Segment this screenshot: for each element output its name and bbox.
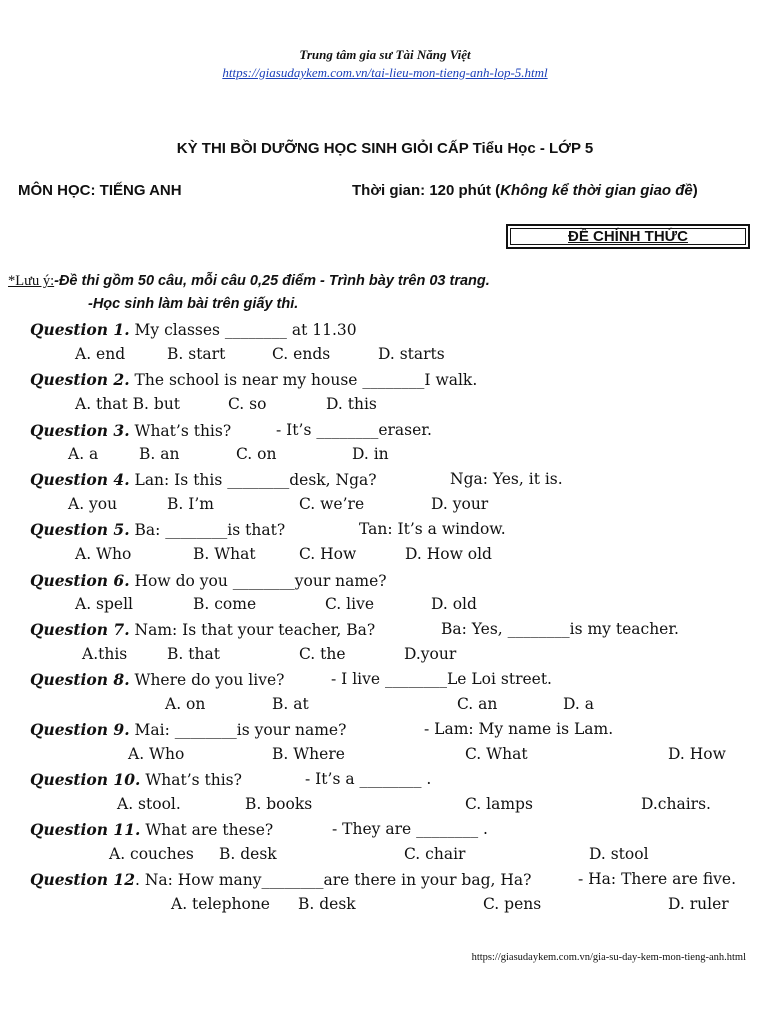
option-3a: A. a [68,445,99,463]
option-10d: D.chairs. [641,795,711,813]
option-5d: D. How old [405,545,492,563]
question-label: Question 7. [30,620,130,639]
question-text: What’s this? [140,771,242,789]
option-4d: D. your [431,495,489,513]
question-label: Question 1. [30,320,130,339]
question-text: What are these? [140,821,274,839]
option-7d: D.your [404,645,457,663]
question-label: Question 10. [30,770,141,789]
option-8d: D. a [563,695,594,713]
question-text: Nam: Is that your teacher, Ba? [129,621,376,639]
question-10 [30,770,242,789]
question-1 [30,320,357,339]
note-line-2: -Học sinh làm bài trên giấy thi. [88,296,299,312]
question-12 [30,870,531,889]
option-4c: C. we’re [299,495,365,513]
question-5-answer: Tan: It’s a window. [359,520,506,538]
option-11c: C. chair [404,845,466,863]
option-8a: A. on [165,695,206,713]
question-text: How do you ________your name? [129,572,387,590]
option-3b: B. an [139,445,180,463]
exam-subject: MÔN HỌC: TIẾNG ANH [18,182,182,199]
option-2ab: A. that B. but [75,395,181,413]
option-7c: C. the [299,645,346,663]
header-center-name: Trung tâm gia sư Tài Năng Việt [299,47,471,62]
option-10a: A. stool. [117,795,181,813]
question-text: Where do you live? [129,671,285,689]
question-4 [30,470,377,489]
question-4-answer: Nga: Yes, it is. [450,470,563,488]
option-6c: C. live [325,595,375,613]
option-7b: B. that [167,645,220,663]
question-label: Question 6. [30,571,130,590]
option-12c: C. pens [483,895,542,913]
question-label: Question 8. [30,670,130,689]
question-label: Question 9. [30,720,130,739]
exam-time-note: Không kể thời gian giao đề [500,182,693,199]
question-11-answer: - They are ________ . [332,820,488,838]
question-text: What’s this? [129,422,232,440]
exam-time-label: Thời gian: 120 phút ( [352,182,501,199]
option-6b: B. come [193,595,257,613]
option-3c: C. on [236,445,277,463]
option-5b: B. What [193,545,256,563]
question-3 [30,421,231,440]
option-10c: C. lamps [465,795,533,813]
exam-time [352,182,698,199]
note-prefix: *Lưu ý: [8,273,55,289]
question-text: Lan: Is this ________desk, Nga? [129,471,377,489]
question-label: Question 11. [30,820,141,839]
question-5 [30,520,285,539]
option-8b: B. at [272,695,309,713]
option-9a: A. Who [128,745,185,763]
official-stamp-box [506,224,750,249]
option-12d: D. ruler [668,895,729,913]
question-12-answer: - Ha: There are five. [578,870,737,888]
option-9c: C. What [465,745,528,763]
option-11a: A. couches [109,845,194,863]
note-line-1 [8,273,490,290]
option-12b: B. desk [298,895,356,913]
option-10b: B. books [245,795,313,813]
question-text: My classes ________ at 11.30 [129,321,357,339]
exam-time-close: ) [692,182,698,199]
header-link[interactable]: https://giasudaykem.com.vn/tai-lieu-mon-tieng-anh-lop-5.html [222,65,548,80]
option-9b: B. Where [272,745,345,763]
question-9-answer: - Lam: My name is Lam. [424,720,614,738]
question-9 [30,720,346,739]
question-10-answer: - It’s a ________ . [305,770,432,788]
option-5a: A. Who [75,545,132,563]
question-label: Question 2. [30,370,130,389]
question-text: . Na: How many________are there in your bag, Ha? [134,871,532,889]
option-9d: D. How [668,745,726,763]
option-5c: C. How [299,545,357,563]
option-2d: D. this [326,395,377,413]
official-stamp-text: ĐỀ CHÍNH THỨC [568,228,688,245]
option-6d: D. old [431,595,477,613]
question-label: Question 3. [30,421,130,440]
question-text: Mai: ________is your name? [129,721,347,739]
option-8c: C. an [457,695,498,713]
option-1b: B. start [167,345,226,363]
footer-link[interactable]: https://giasudaykem.com.vn/gia-su-day-kem-mon-tieng-anh.html [471,952,746,963]
question-3-answer: - It’s ________eraser. [276,421,432,439]
question-2 [30,370,477,389]
option-11d: D. stool [589,845,649,863]
question-text: The school is near my house ________I walk. [129,371,478,389]
question-7-answer: Ba: Yes, ________is my teacher. [441,620,679,638]
option-3d: D. in [352,445,389,463]
option-6a: A. spell [75,595,134,613]
option-12a: A. telephone [171,895,270,913]
question-label: Question 12 [30,870,135,889]
option-4b: B. I’m [167,495,214,513]
question-11 [30,820,273,839]
option-11b: B. desk [219,845,277,863]
question-8 [30,670,284,689]
question-label: Question 5. [30,520,130,539]
option-7a: A.this [82,645,128,663]
option-4a: A. you [68,495,118,513]
option-1d: D. starts [378,345,445,363]
note-text-1: -Đề thi gồm 50 câu, mỗi câu 0,25 điểm - Trình bày trên 03 trang. [54,273,490,289]
question-8-answer: - I live ________Le Loi street. [331,670,552,688]
question-6 [30,571,387,590]
exam-title: KỲ THI BỒI DƯỠNG HỌC SINH GIỎI CẤP Tiểu Học - LỚP 5 [176,140,594,157]
option-2c: C. so [228,395,267,413]
option-1c: C. ends [272,345,331,363]
question-label: Question 4. [30,470,130,489]
option-1a: A. end [75,345,126,363]
question-7 [30,620,375,639]
question-text: Ba: ________is that? [129,521,286,539]
